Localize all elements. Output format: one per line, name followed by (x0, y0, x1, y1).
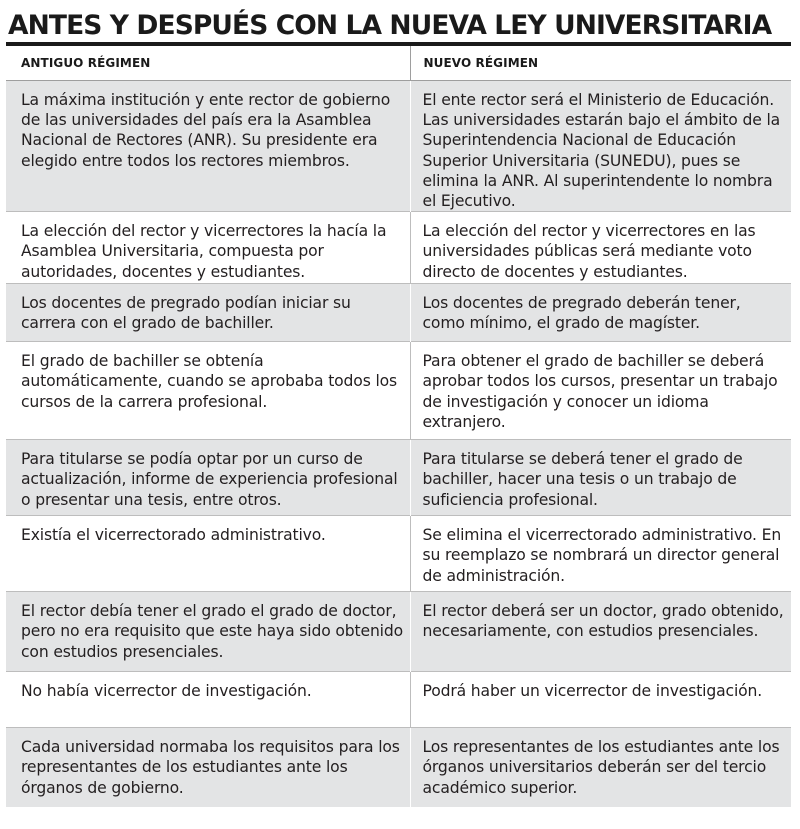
nuevo-cell: La elección del rector y vicerrectores en las universidades públicas será mediante voto directo de docentes y estudiantes. (410, 212, 791, 284)
table-row (6, 672, 791, 728)
header-nuevo-regimen: NUEVO RÉGIMEN (410, 46, 791, 81)
page-title: ANTES Y DESPUÉS CON LA NUEVA LEY UNIVERSITARIA (8, 10, 772, 41)
table-row (6, 440, 791, 516)
nuevo-cell: Podrá haber un vicerrector de investigación. (410, 672, 791, 728)
table-row (6, 81, 791, 212)
antiguo-cell: La máxima institución y ente rector de gobierno de las universidades del país era la Asamblea Nacional de Rectores (ANR). Su presidente era elegido entre todos los rectores miembros. (6, 81, 410, 212)
header-antiguo-regimen: ANTIGUO RÉGIMEN (6, 46, 410, 81)
table-row (6, 516, 791, 592)
nuevo-cell: Los docentes de pregrado deberán tener, como mínimo, el grado de magíster. (410, 284, 791, 342)
comparison-table (6, 46, 791, 807)
antiguo-cell: No había vicerrector de investigación. (6, 672, 410, 728)
table-row (6, 284, 791, 342)
table-row (6, 592, 791, 672)
table-row (6, 728, 791, 808)
table-row (6, 342, 791, 440)
nuevo-cell: Para obtener el grado de bachiller se deberá aprobar todos los cursos, presentar un trabajo de investigación y conocer un idioma extranjero. (410, 342, 791, 440)
table-row (6, 212, 791, 284)
antiguo-cell: El rector debía tener el grado el grado de doctor, pero no era requisito que este haya sido obtenido con estudios presenciales. (6, 592, 410, 672)
antiguo-cell: Los docentes de pregrado podían iniciar su carrera con el grado de bachiller. (6, 284, 410, 342)
antiguo-cell: El grado de bachiller se obtenía automáticamente, cuando se aprobaba todos los cursos de la carrera profesional. (6, 342, 410, 440)
antiguo-cell: Cada universidad normaba los requisitos para los representantes de los estudiantes ante los órganos de gobierno. (6, 728, 410, 808)
header-row (6, 46, 791, 81)
antiguo-cell: Existía el vicerrectorado administrativo. (6, 516, 410, 592)
nuevo-cell: Los representantes de los estudiantes ante los órganos universitarios deberán ser del tercio académico superior. (410, 728, 791, 808)
nuevo-cell: El rector deberá ser un doctor, grado obtenido, necesariamente, con estudios presenciales. (410, 592, 791, 672)
nuevo-cell: Se elimina el vicerrectorado administrativo. En su reemplazo se nombrará un director general de administración. (410, 516, 791, 592)
nuevo-cell: El ente rector será el Ministerio de Educación. Las universidades estarán bajo el ámbito de la Superintendencia Nacional de Educación Superior Universitaria (SUNEDU), pues se elimina la ANR. Al superintendente lo nombra el Ejecutivo. (410, 81, 791, 212)
antiguo-cell: Para titularse se podía optar por un curso de actualización, informe de experiencia profesional o presentar una tesis, entre otros. (6, 440, 410, 516)
nuevo-cell: Para titularse se deberá tener el grado de bachiller, hacer una tesis o un trabajo de suficiencia profesional. (410, 440, 791, 516)
antiguo-cell: La elección del rector y vicerrectores la hacía la Asamblea Universitaria, compuesta por autoridades, docentes y estudiantes. (6, 212, 410, 284)
